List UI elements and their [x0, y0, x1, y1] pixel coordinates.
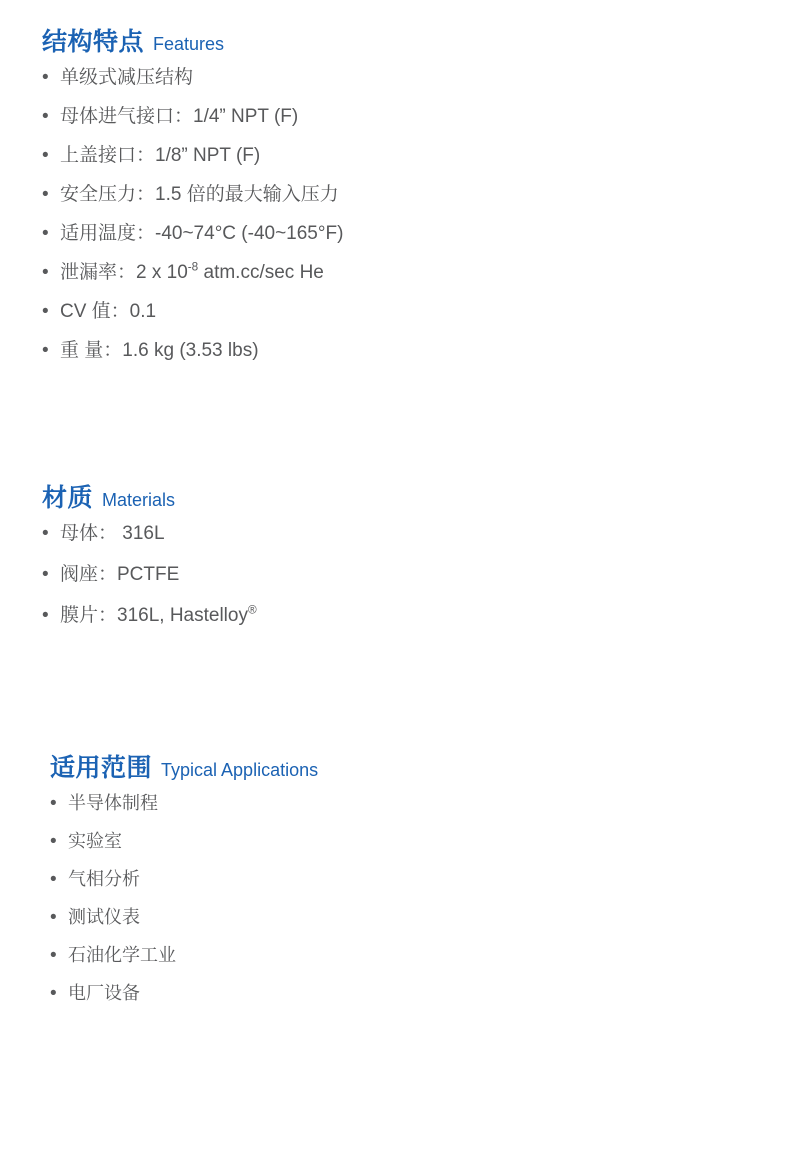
list-item — [50, 794, 790, 812]
section-heading-features — [0, 22, 790, 58]
list-item — [42, 146, 790, 165]
list-item-text: 母体： 316L — [60, 523, 165, 544]
list-item — [42, 565, 790, 584]
section-heading-applications — [0, 748, 790, 784]
list-item — [42, 603, 790, 626]
list-item-text-pre: 膜片：316L, Hastelloy — [60, 605, 248, 626]
list-item — [42, 524, 790, 543]
section-typical-applications — [0, 748, 790, 1022]
list-item-text: 石油化学工业 — [68, 945, 176, 965]
list-item — [42, 302, 790, 321]
list-item — [42, 107, 790, 126]
section-features — [0, 22, 790, 380]
list-item-text: 半导体制程 — [68, 793, 158, 813]
list-item-text: 适用温度：-40~74°C (-40~165°F) — [60, 223, 344, 244]
features-list — [0, 68, 790, 360]
list-item-text: 测试仪表 — [68, 907, 140, 927]
list-item-text: 气相分析 — [68, 869, 140, 889]
list-item-superscript: ® — [247, 603, 257, 617]
heading-english: Materials — [102, 490, 176, 510]
list-item — [42, 260, 790, 283]
list-item — [42, 185, 790, 204]
heading-chinese: 结构特点 — [42, 28, 145, 56]
list-item-text: 安全压力：1.5 倍的最大输入压力 — [60, 184, 339, 205]
heading-chinese: 适用范围 — [50, 754, 153, 782]
list-item — [50, 832, 790, 850]
heading-english: Features — [153, 34, 225, 54]
list-item — [50, 984, 790, 1002]
list-item — [42, 224, 790, 243]
list-item — [42, 68, 790, 87]
list-item-text: CV 值：0.1 — [60, 301, 157, 322]
list-item-text: 重 量：1.6 kg (3.53 lbs) — [60, 340, 259, 361]
list-item-text: 单级式减压结构 — [60, 67, 194, 88]
section-materials — [0, 478, 790, 647]
list-item — [50, 946, 790, 964]
list-item-text: 实验室 — [68, 831, 122, 851]
list-item-text-pre: 泄漏率：2 x 10 — [60, 262, 188, 283]
list-item — [50, 908, 790, 926]
section-heading-materials — [0, 478, 790, 514]
heading-chinese: 材质 — [42, 484, 94, 512]
list-item-text-post: atm.cc/sec He — [198, 262, 324, 283]
list-item-text: 电厂设备 — [68, 983, 140, 1003]
applications-list — [0, 794, 790, 1002]
heading-english: Typical Applications — [161, 760, 319, 780]
list-item — [42, 341, 790, 360]
list-item-superscript: -8 — [187, 260, 199, 274]
list-item-text: 母体进气接口：1/4” NPT (F) — [60, 106, 299, 127]
list-item-text: 上盖接口：1/8” NPT (F) — [60, 145, 261, 166]
list-item-text: 阀座：PCTFE — [60, 564, 180, 585]
list-item — [50, 870, 790, 888]
materials-list — [0, 524, 790, 625]
